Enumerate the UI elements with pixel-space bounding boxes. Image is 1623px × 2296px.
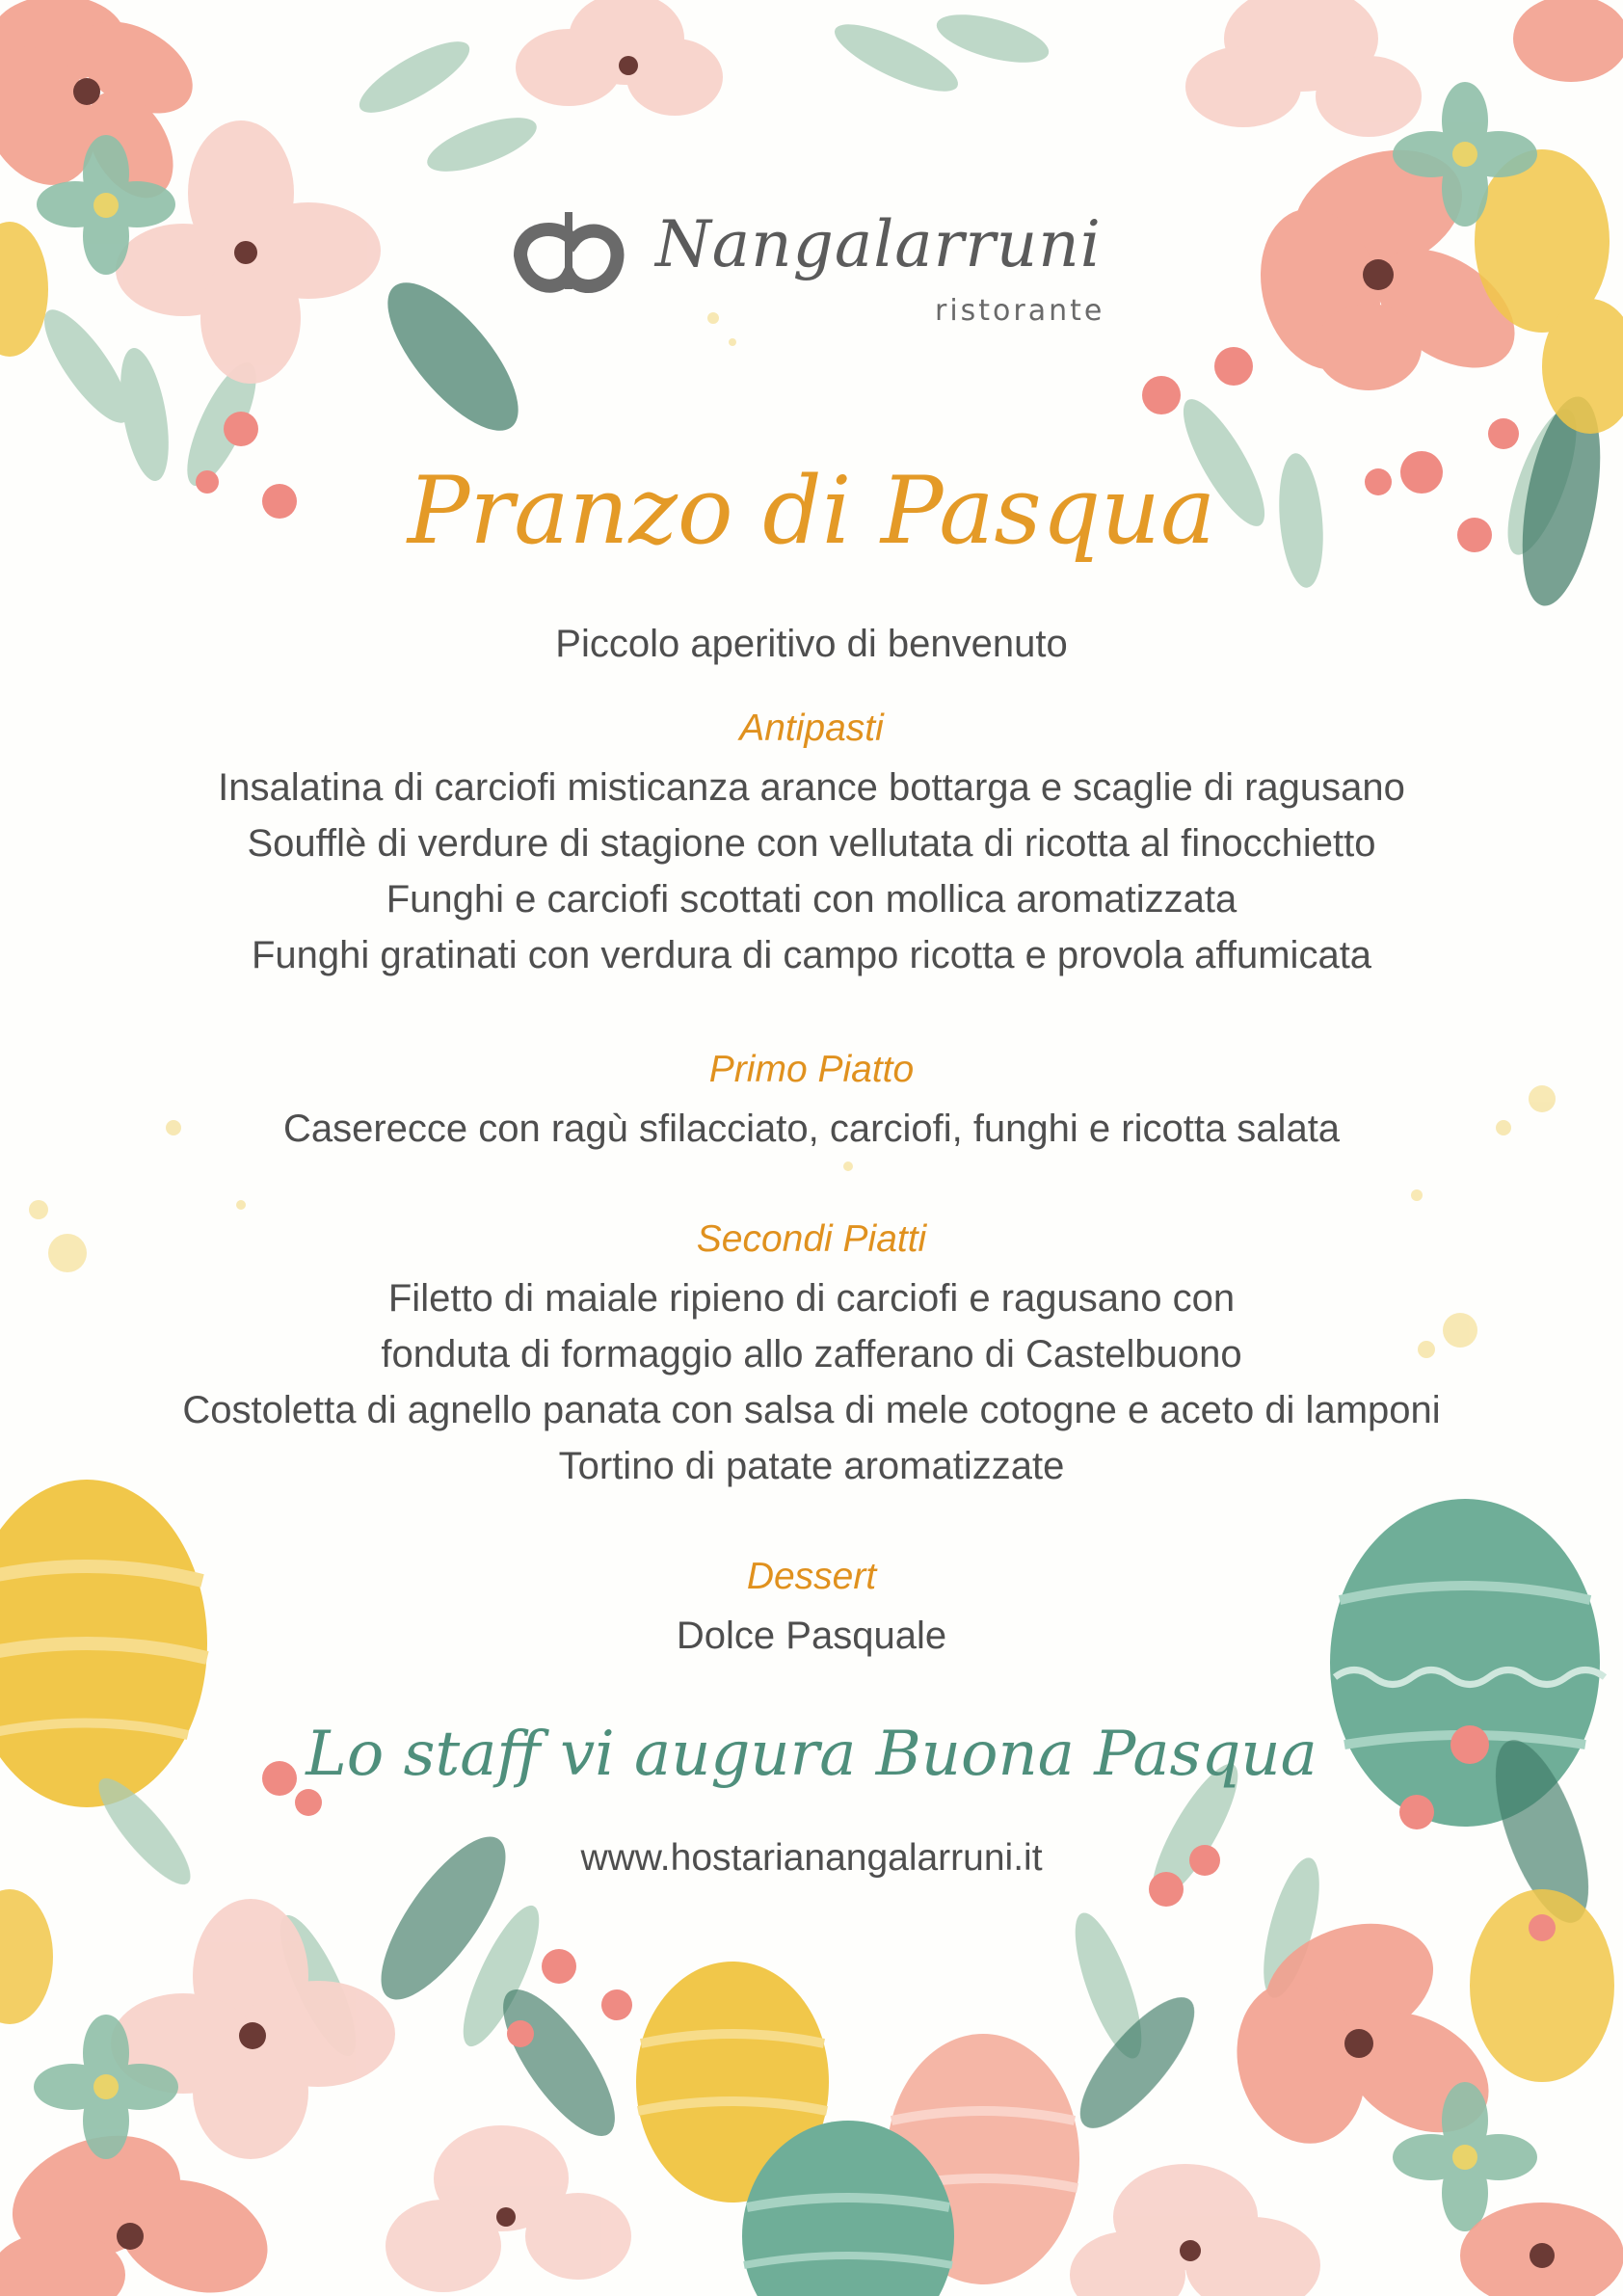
dish-item: Funghi e carciofi scottati con mollica aromatizzata [386, 878, 1237, 921]
website-link[interactable]: www.hostarianangalarruni.it [580, 1837, 1043, 1879]
logo-mark-icon [501, 198, 636, 313]
dish-item: fonduta di formaggio allo zafferano di Castelbuono [381, 1333, 1242, 1375]
flower-icon [1070, 1889, 1623, 2296]
easter-greeting: Lo staff vi augura Buona Pasqua [306, 1719, 1317, 1790]
dish-item: Funghi gratinati con verdura di campo ricotta e provola affumicata [251, 934, 1372, 976]
dish-item: Tortino di patate aromatizzate [558, 1445, 1065, 1487]
dish-item: Insalatina di carciofi misticanza arance bottarga e scaglie di ragusano [218, 766, 1405, 809]
menu-title: Pranzo di Pasqua [407, 457, 1216, 565]
dish-item: Costoletta di agnello panata con salsa di mele cotogne e aceto di lamponi [182, 1389, 1441, 1431]
welcome-line: Piccolo aperitivo di benvenuto [555, 623, 1068, 665]
secondi-list [0, 1270, 1623, 1494]
dish-item: Soufflè di verdure di stagione con vellutata di ricotta al finocchietto [247, 822, 1376, 865]
dish-item: Filetto di maiale ripieno di carciofi e ragusano con [387, 1277, 1236, 1320]
restaurant-logo [501, 198, 1137, 342]
section-heading-dessert: Dessert [746, 1556, 877, 1597]
antipasti-list [0, 760, 1623, 983]
brand-name: Nangalarruni [655, 207, 1102, 281]
section-heading-secondi: Secondi Piatti [696, 1218, 927, 1260]
dish-item: Caserecce con ragù sfilacciato, carciofi, funghi e ricotta salata [282, 1108, 1341, 1150]
primo-list [0, 1101, 1623, 1157]
section-heading-antipasti: Antipasti [739, 707, 884, 749]
brand-subtitle: ristorante [935, 294, 1105, 328]
dish-item: Dolce Pasquale [676, 1615, 947, 1657]
dessert-list [0, 1608, 1623, 1664]
section-heading-primo: Primo Piatto [708, 1049, 915, 1090]
